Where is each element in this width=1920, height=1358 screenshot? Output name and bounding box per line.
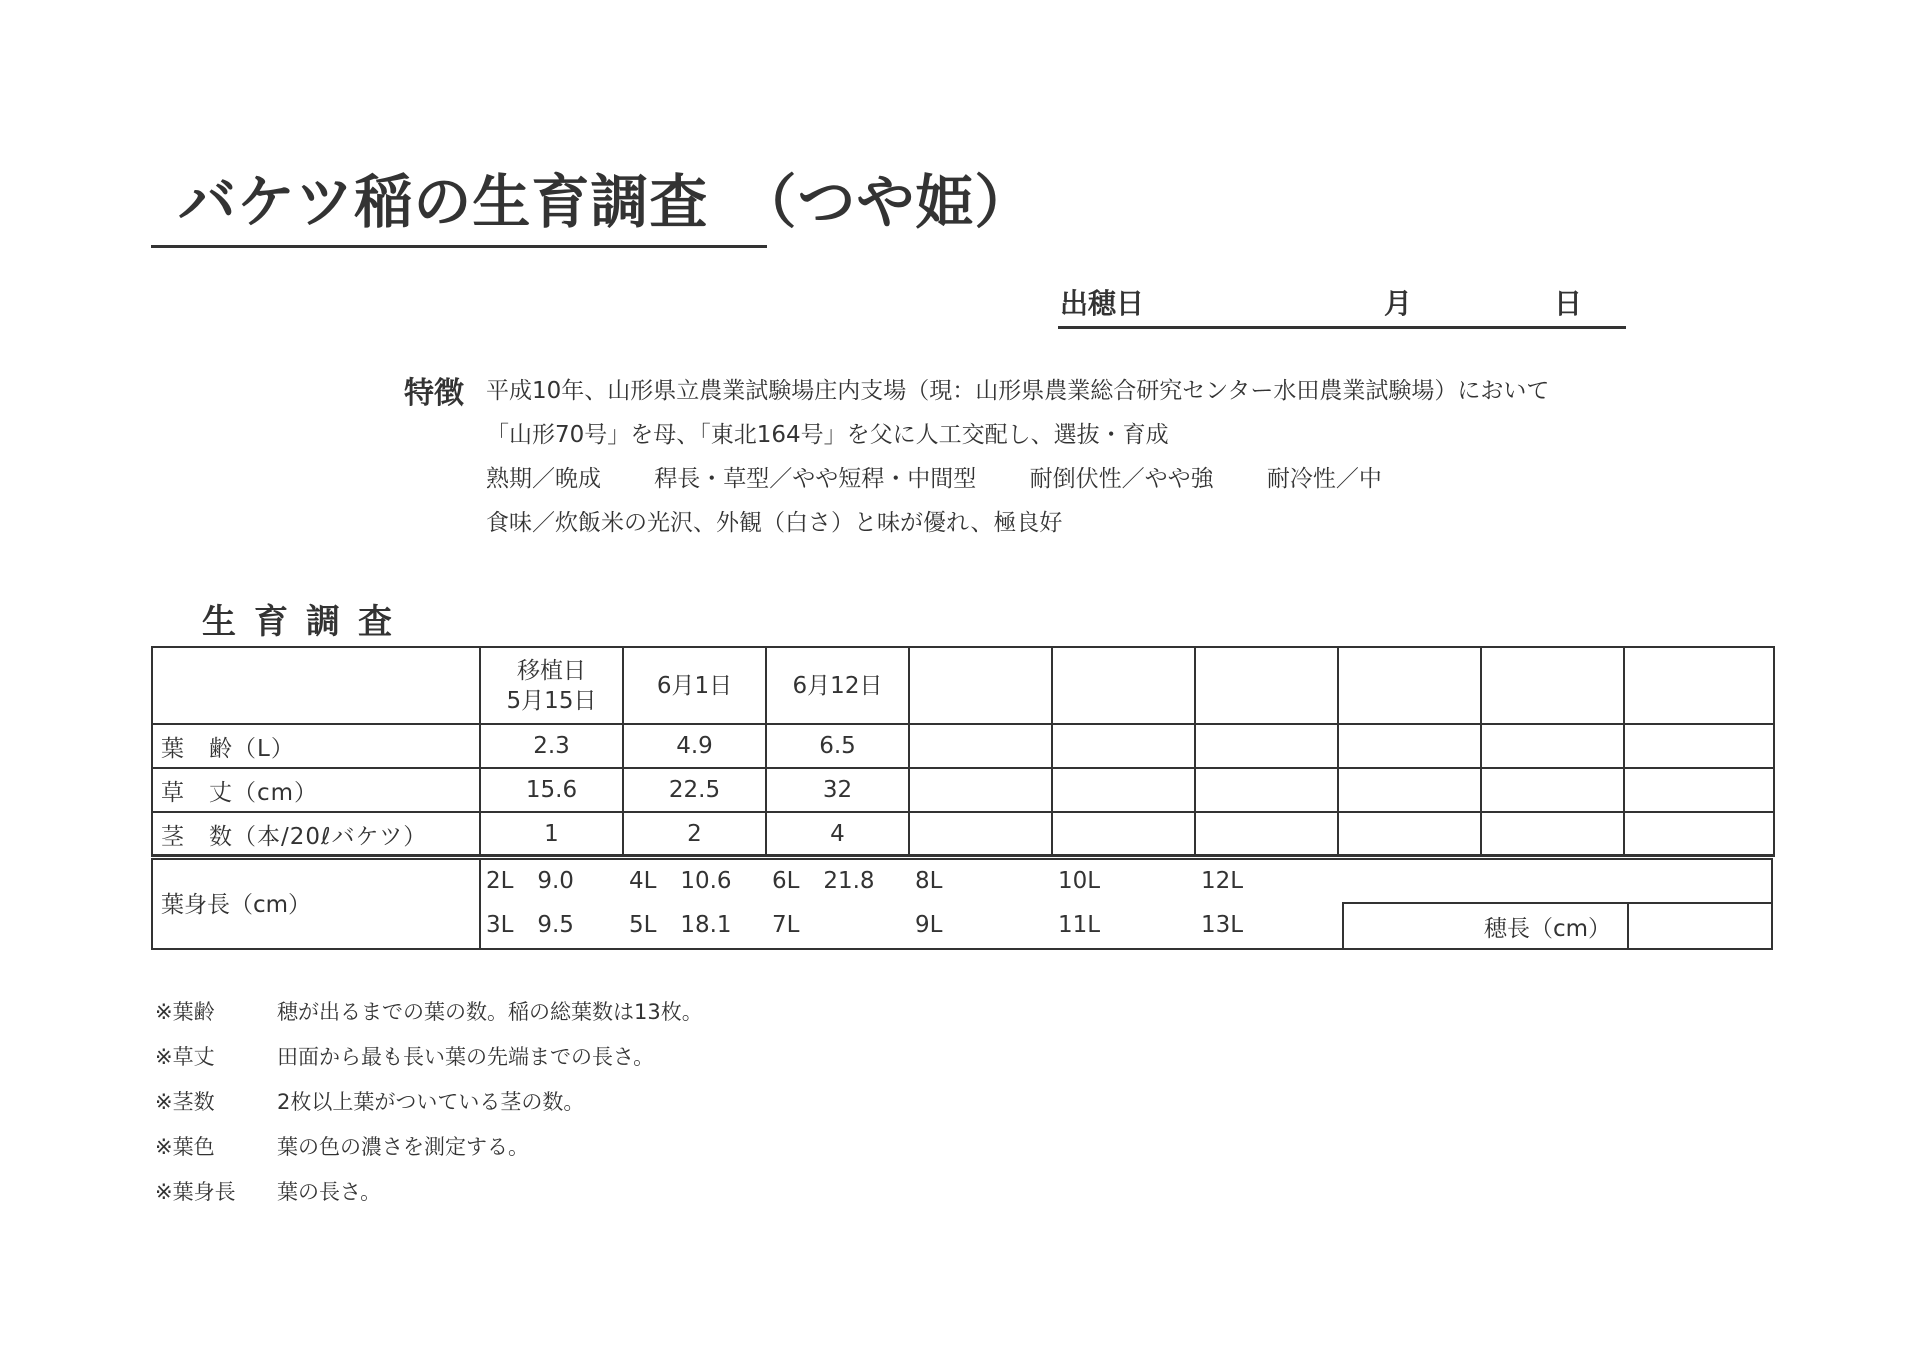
feature-line: 熟期／晩成 稈長・草型／やや短稈・中間型 耐倒伏性／やや強 耐冷性／中 xyxy=(486,466,1382,492)
note-text: 田面から最も長い葉の先端までの長さ。 xyxy=(277,1045,655,1069)
feature-line: 平成10年、山形県立農業試験場庄内支場（現：山形県農業総合研究センター水田農業試験場）において xyxy=(486,378,1550,404)
leaf-number: 10L xyxy=(1058,868,1101,894)
value-cell xyxy=(1195,768,1338,812)
note-item xyxy=(155,996,703,1026)
note-item xyxy=(155,1086,584,1116)
note-text: 2枚以上葉がついている茎の数。 xyxy=(277,1090,585,1114)
table-corner-cell xyxy=(152,647,480,724)
note-key: ※草丈 xyxy=(155,1045,215,1069)
leaf-blade-label: 葉身長（cm） xyxy=(161,892,312,918)
leaf-number: 13L xyxy=(1201,912,1244,938)
note-key: ※葉身長 xyxy=(155,1180,236,1204)
date-cell xyxy=(909,647,1052,724)
leaf-blade-entry xyxy=(915,912,959,938)
note-item xyxy=(155,1176,381,1206)
leaf-length: 21.8 xyxy=(823,868,875,894)
date-cell xyxy=(1338,647,1481,724)
leaf-blade-entry xyxy=(629,912,732,938)
value-cell: 1 xyxy=(480,812,623,856)
value-cell xyxy=(1195,724,1338,768)
value-cell: 32 xyxy=(766,768,909,812)
growth-survey-table xyxy=(151,646,1775,857)
value-cell xyxy=(1624,724,1774,768)
leaf-blade-entry xyxy=(1201,912,1245,938)
value-cell xyxy=(1052,724,1195,768)
value-cell xyxy=(1481,768,1624,812)
date-cell xyxy=(1052,647,1195,724)
value-cell xyxy=(1052,812,1195,856)
date-label: 6月12日 xyxy=(792,672,883,699)
date-cell xyxy=(1195,647,1338,724)
leaf-blade-divider xyxy=(479,860,481,948)
value-cell xyxy=(1481,724,1624,768)
leaf-number: 6L xyxy=(772,868,800,894)
value-cell xyxy=(909,768,1052,812)
leaf-blade-length-table xyxy=(151,858,1773,950)
value-cell xyxy=(1338,768,1481,812)
value-cell: 2 xyxy=(623,812,766,856)
date-cell xyxy=(766,647,909,724)
value-cell: 2.3 xyxy=(480,724,623,768)
value-cell xyxy=(909,812,1052,856)
leaf-blade-entry xyxy=(629,868,732,894)
leaf-length: 18.1 xyxy=(680,912,732,938)
leaf-blade-entry xyxy=(486,912,574,938)
value-cell xyxy=(1338,724,1481,768)
date-label: 6月1日 xyxy=(656,672,733,699)
heading-date-label: 出穂日 xyxy=(1060,287,1145,320)
ear-length-divider xyxy=(1627,904,1629,948)
table-row-plant-height xyxy=(152,768,1774,812)
leaf-number: 7L xyxy=(772,912,800,938)
leaf-blade-entry xyxy=(772,868,875,894)
heading-date-month: 月 xyxy=(1384,287,1413,320)
row-label: 葉 齢（L） xyxy=(152,724,480,768)
row-label: 草 丈（cm） xyxy=(152,768,480,812)
leaf-number: 11L xyxy=(1058,912,1101,938)
leaf-number: 4L xyxy=(629,868,657,894)
leaf-blade-entry xyxy=(1058,868,1102,894)
heading-date-field xyxy=(1058,282,1626,329)
date-cell xyxy=(623,647,766,724)
value-cell xyxy=(1052,768,1195,812)
date-cell xyxy=(1624,647,1774,724)
note-text: 葉の長さ。 xyxy=(277,1180,382,1204)
value-cell: 22.5 xyxy=(623,768,766,812)
table-header-row xyxy=(152,647,1774,724)
leaf-blade-entry xyxy=(1201,868,1245,894)
leaf-number: 5L xyxy=(629,912,657,938)
leaf-length: 9.5 xyxy=(537,912,574,938)
row-label: 茎 数（本/20ℓバケツ） xyxy=(152,812,480,856)
leaf-number: 8L xyxy=(915,868,943,894)
leaf-number: 9L xyxy=(915,912,943,938)
ear-length-label: 穂長（cm） xyxy=(1484,916,1612,942)
leaf-blade-entry xyxy=(915,868,959,894)
leaf-length: 9.0 xyxy=(537,868,574,894)
leaf-number: 3L xyxy=(486,912,514,938)
features-label: 特徴 xyxy=(404,376,464,411)
note-item xyxy=(155,1041,654,1071)
date-cell xyxy=(480,647,623,724)
leaf-blade-entry xyxy=(772,912,816,938)
feature-line: 食味／炊飯米の光沢、外観（白さ）と味が優れ、極良好 xyxy=(486,510,1063,536)
date-label: 移植日 5月15日 xyxy=(506,657,597,714)
leaf-number: 2L xyxy=(486,868,514,894)
value-cell xyxy=(1338,812,1481,856)
section-title: 生育調査 xyxy=(202,602,410,642)
feature-line: 「山形70号」を母、「東北164号」を父に人工交配し、選抜・育成 xyxy=(486,422,1169,448)
value-cell xyxy=(1624,812,1774,856)
note-text: 葉の色の濃さを測定する。 xyxy=(277,1135,529,1159)
leaf-blade-entry xyxy=(1058,912,1102,938)
value-cell: 4.9 xyxy=(623,724,766,768)
value-cell xyxy=(909,724,1052,768)
leaf-length: 10.6 xyxy=(680,868,732,894)
table-separator xyxy=(151,854,1773,856)
value-cell xyxy=(1195,812,1338,856)
note-key: ※茎数 xyxy=(155,1090,215,1114)
table-row-stem-count xyxy=(152,812,1774,856)
value-cell: 6.5 xyxy=(766,724,909,768)
leaf-blade-entry xyxy=(486,868,574,894)
value-cell xyxy=(1624,768,1774,812)
ear-length-box xyxy=(1342,902,1773,948)
value-cell: 15.6 xyxy=(480,768,623,812)
heading-date-day: 日 xyxy=(1554,287,1583,320)
page-title: バケツ稲の生育調査 （つや姫） xyxy=(178,168,1034,236)
value-cell xyxy=(1481,812,1624,856)
note-item xyxy=(155,1131,529,1161)
leaf-number: 12L xyxy=(1201,868,1244,894)
note-key: ※葉色 xyxy=(155,1135,215,1159)
date-cell xyxy=(1481,647,1624,724)
title-underline xyxy=(151,245,767,248)
note-text: 穂が出るまでの葉の数。稲の総葉数は13枚。 xyxy=(277,1000,703,1024)
value-cell: 4 xyxy=(766,812,909,856)
note-key: ※葉齢 xyxy=(155,1000,215,1024)
table-row-leaf-age xyxy=(152,724,1774,768)
